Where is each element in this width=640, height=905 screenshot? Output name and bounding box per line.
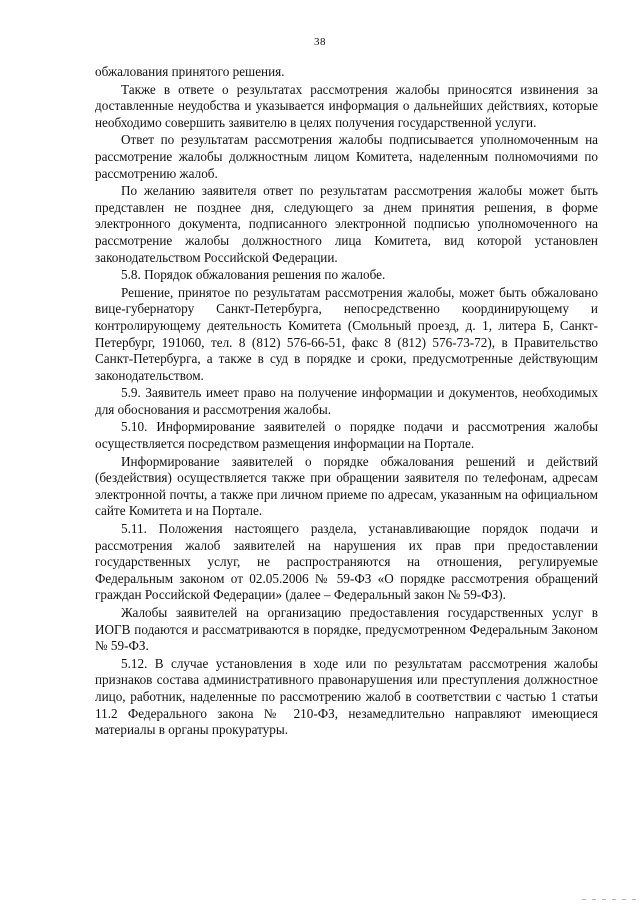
document-body [95,64,598,740]
paragraph-electronic-response: По желанию заявителя ответ по результатам рассмотрения жалобы может быть представлен не позднее дня, следующего за днем принятия решения, в форме электронного документа, подписанного электронной подписью уполномоченного на рассмотрение жалобы должностного лица Комитета, вид которой установлен законодательством Российской Федерации. [95,183,598,265]
paragraph-informing: Информирование заявителей о порядке обжалования решений и действий (бездействия) осуществляется также при обращении заявителя по телефонам, адресам электронной почты, а также при личном приеме по адресам, указанным на официальном сайте Комитета и на Портале. [95,453,598,519]
paragraph-complaints-iogv: Жалобы заявителей на организацию предоставления государственных услуг в ИОГВ подаются и рассматриваются в порядке, предусмотренном Федеральным Законом № 59-ФЗ. [95,605,598,654]
paragraph-signature: Ответ по результатам рассмотрения жалобы подписывается уполномоченным на рассмотрение жалобы должностным лицом Комитета, наделенным полномочиями по рассмотрению жалоб. [95,132,598,181]
page-number: 38 [314,36,326,48]
paragraph-continuation: обжалования принятого решения. [95,64,285,79]
section-5-12: 5.12. В случае установления в ходе или по результатам рассмотрения жалобы признаков состава административного правонарушения или преступления должностное лицо, работник, наделенные по рассмотрению жалоб в соответствии с частью 1 статьи 11.2 Федерального закона № 210-ФЗ, незамедлительно направляют имеющиеся материалы в органы прокуратуры. [95,655,598,738]
section-5-11: 5.11. Положения настоящего раздела, устанавливающие порядок подачи и рассмотрения жалоб заявителей на нарушения их прав при предоставлении государственных услуг, не распространяются на отношения, регулируемые Федеральным законом от 02.05.2006 № 59-ФЗ «О порядке рассмотрения обращений граждан Российской Федерации» (далее – Федеральный закон № 59-ФЗ). [95,521,598,603]
footer-mark: – – – – – – [582,894,638,903]
section-5-10: 5.10. Информирование заявителей о порядке подачи и рассмотрения жалобы осуществляется посредством размещения информации на Портале. [95,419,598,452]
section-5-8-heading: 5.8. Порядок обжалования решения по жалобе. [121,267,386,283]
paragraph-apology-info: Также в ответе о результатах рассмотрения жалобы приносятся извинения за доставленные неудобства и указывается информация о дальнейших действиях, которые необходимо совершить заявителю в целях получения государственной услуги. [95,81,598,130]
section-5-9: 5.9. Заявитель имеет право на получение информации и документов, необходимых для обоснования и рассмотрения жалобы. [95,385,598,417]
paragraph-appeal-decision: Решение, принятое по результатам рассмотрения жалобы, может быть обжаловано вице-губернатору Санкт-Петербурга, непосредственно координирующему и контролирующему деятельность Комитета (Смольный проезд, д. 1, литера Б, Санкт-Петербург, 191060, тел. 8 (812) 576-66-51, факс 8 (812) 576-73-72), в Правительство Санкт-Петербурга, а также в суд в порядке и сроки, предусмотренные действующим законодательством. [95,284,598,383]
